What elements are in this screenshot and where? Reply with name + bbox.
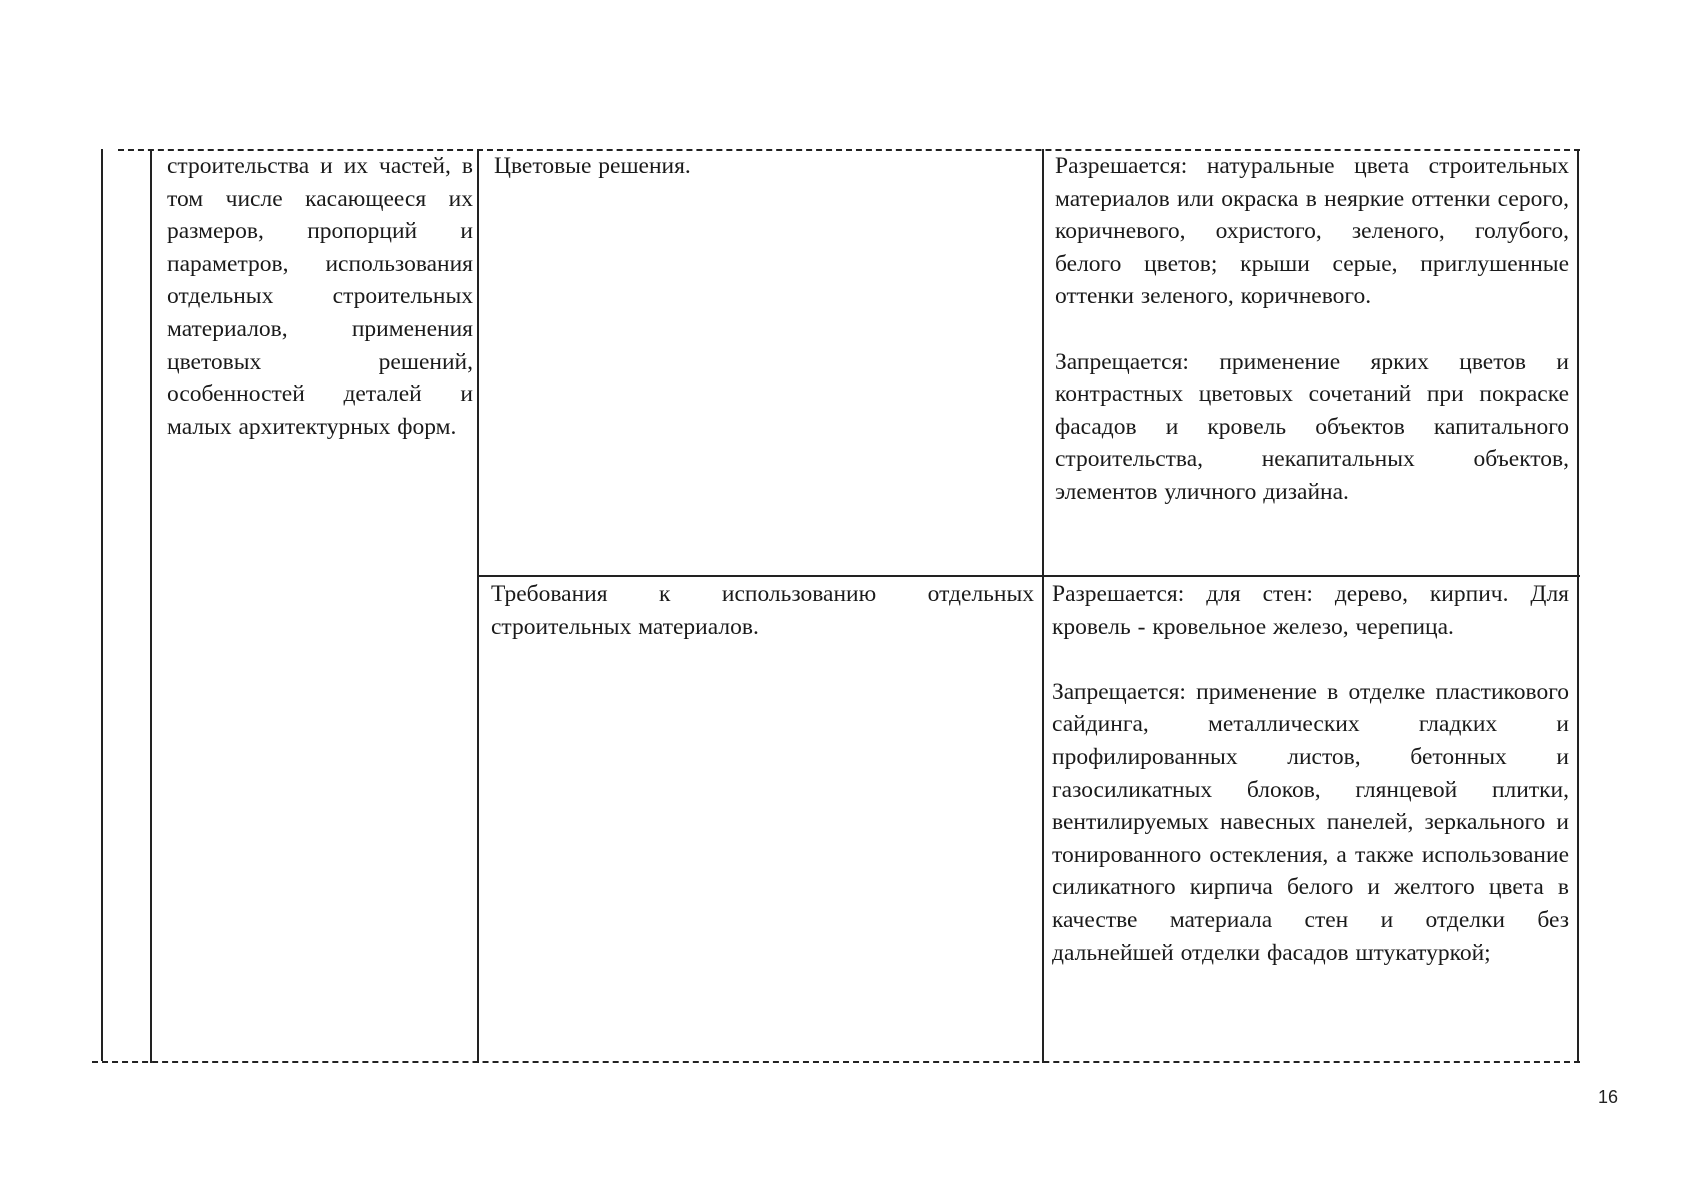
- table-left-border: [150, 149, 152, 1063]
- allowed-text: Разрешается: для стен: дерево, кирпич. Для кровель - кровельное железо, черепица.: [1052, 581, 1569, 640]
- allowed-text: Разрешается: натуральные цвета строительных материалов или окраска в неяркие оттенки серого, коричневого, охристого, зеленого, голубого, белого цветов; крыши серые, приглушенные оттенки зеленого, коричневого.: [1055, 153, 1569, 310]
- table-left-outer-border: [101, 149, 103, 1061]
- forbidden-text: Запрещается: применение ярких цветов и контрастных цветовых сочетаний при покраске фасадов и кровель объектов капитального строительства, некапитальных объектов, элементов уличного дизайна.: [1055, 348, 1569, 505]
- page-number: 16: [1597, 1087, 1618, 1107]
- rule-cell-color-solutions: [1055, 150, 1569, 509]
- table-bottom-border: [92, 1061, 1580, 1063]
- column-divider-1: [477, 149, 479, 1063]
- requirement-cell-materials: [491, 578, 1034, 643]
- regulation-subject-text: строительства и их частей, в том числе касающееся их размеров, пропорций и параметров, использования отдельных строительных материалов, применения цветовых решений, особенностей деталей и малых архитектурных форм.: [167, 153, 473, 440]
- forbidden-text: Запрещается: применение в отделке пластикового сайдинга, металлических гладких и профилированных листов, бетонных и газосиликатных блоков, глянцевой плитки, вентилируемых навесных панелей, зеркального и тонированного остекления, а также использование силикатного кирпича белого и желтого цвета в качестве материала стен и отделки без дальнейшей отделки фасадов штукатуркой;: [1052, 678, 1569, 966]
- requirement-cell-color-solutions: [494, 150, 1034, 183]
- row-divider: [478, 575, 1580, 577]
- column-divider-2: [1042, 149, 1044, 1063]
- requirement-text: Требования к использованию отдельных строительных материалов.: [491, 581, 1034, 640]
- rule-cell-materials: [1052, 578, 1569, 969]
- requirement-text: Цветовые решения.: [494, 153, 691, 179]
- regulation-subject-cell: [167, 150, 473, 443]
- table-right-border: [1577, 149, 1579, 1061]
